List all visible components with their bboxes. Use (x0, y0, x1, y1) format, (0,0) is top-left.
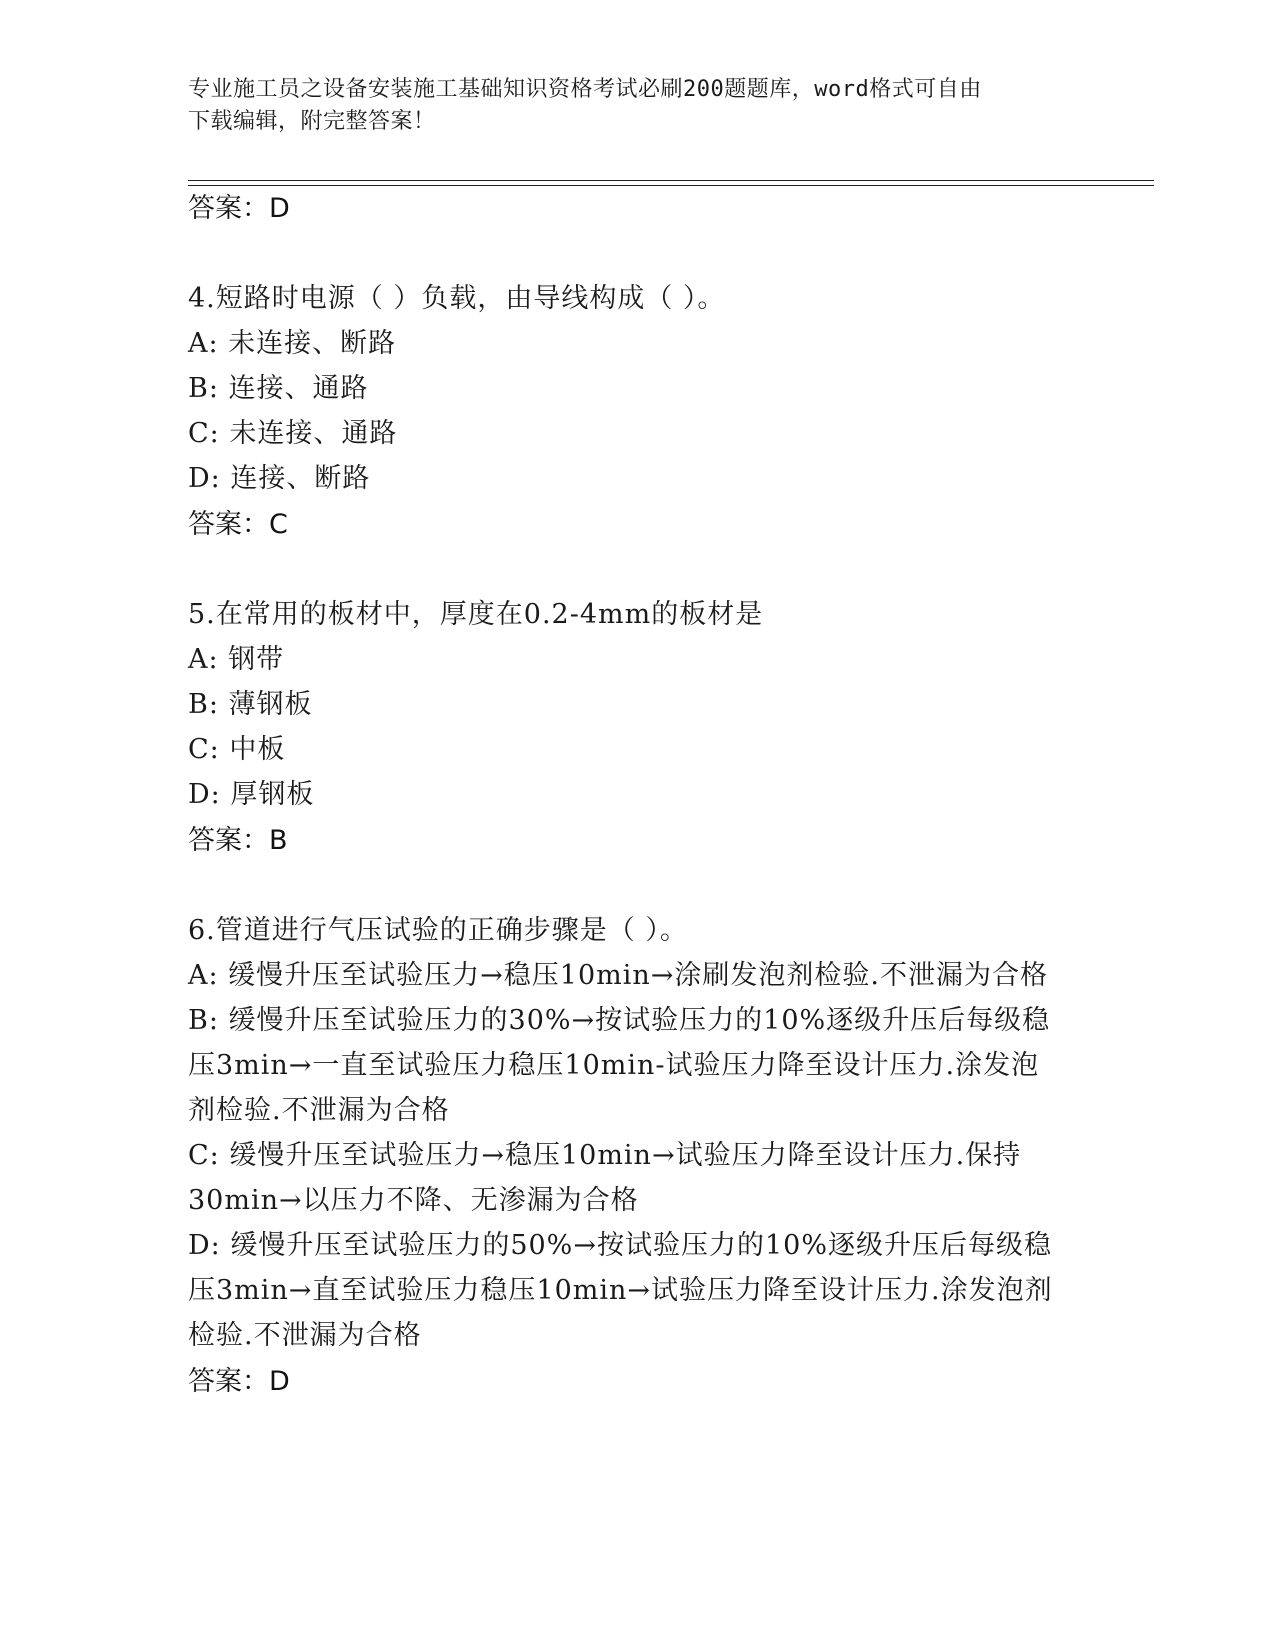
question-4-option-c: C: 未连接、通路 (188, 418, 398, 449)
question-4-answer: 答案：C (188, 509, 288, 540)
question-5-option-d: D: 厚钢板 (188, 779, 315, 810)
question-6-answer: 答案：D (188, 1366, 290, 1397)
question-6-option-b-line-1: B: 缓慢升压至试验压力的30%→按试验压力的10%逐级升压后每级稳 (188, 1005, 1051, 1036)
question-6-option-c-line-2: 30min→以压力不降、无渗漏为合格 (188, 1185, 639, 1216)
question-6-option-d-line-2: 压3min→直至试验压力稳压10min→试验压力降至设计压力.涂发泡剂 (188, 1275, 1053, 1306)
question-4-option-d: D: 连接、断路 (188, 463, 371, 494)
header-line-1: 专业施工员之设备安装施工基础知识资格考试必刷200题题库，word格式可自由 (188, 77, 982, 102)
question-5-answer: 答案：B (188, 825, 288, 856)
question-5-stem: 5.在常用的板材中，厚度在0.2-4mm的板材是 (188, 599, 764, 630)
question-6-option-b-line-3: 剂检验.不泄漏为合格 (188, 1095, 450, 1126)
question-4-option-a: A: 未连接、断路 (188, 328, 397, 359)
question-6-option-c-line-1: C: 缓慢升压至试验压力→稳压10min→试验压力降至设计压力.保持 (188, 1140, 1022, 1171)
question-6-stem: 6.管道进行气压试验的正确步骤是（ ）。 (188, 915, 688, 946)
header-divider-top (188, 180, 1154, 181)
question-6-option-d-line-3: 检验.不泄漏为合格 (188, 1320, 422, 1351)
question-4-stem: 4.短路时电源（ ）负载，由导线构成（ ）。 (188, 283, 726, 314)
question-5-option-a: A: 钢带 (188, 644, 285, 675)
question-6-option-d-line-1: D: 缓慢升压至试验压力的50%→按试验压力的10%逐级升压后每级稳 (188, 1230, 1052, 1261)
header-line-2: 下载编辑，附完整答案！ (188, 109, 436, 134)
header-divider-bottom (188, 185, 1154, 186)
question-5-option-b: B: 薄钢板 (188, 689, 313, 720)
question-5-option-c: C: 中板 (188, 734, 286, 765)
question-6-option-a: A: 缓慢升压至试验压力→稳压10min→涂刷发泡剂检验.不泄漏为合格 (188, 960, 1048, 991)
document-header (188, 74, 1088, 138)
question-6-option-b-line-2: 压3min→一直至试验压力稳压10min-试验压力降至设计压力.涂发泡 (188, 1050, 1040, 1081)
question-4-option-b: B: 连接、通路 (188, 373, 369, 404)
previous-answer: 答案：D (188, 193, 290, 224)
